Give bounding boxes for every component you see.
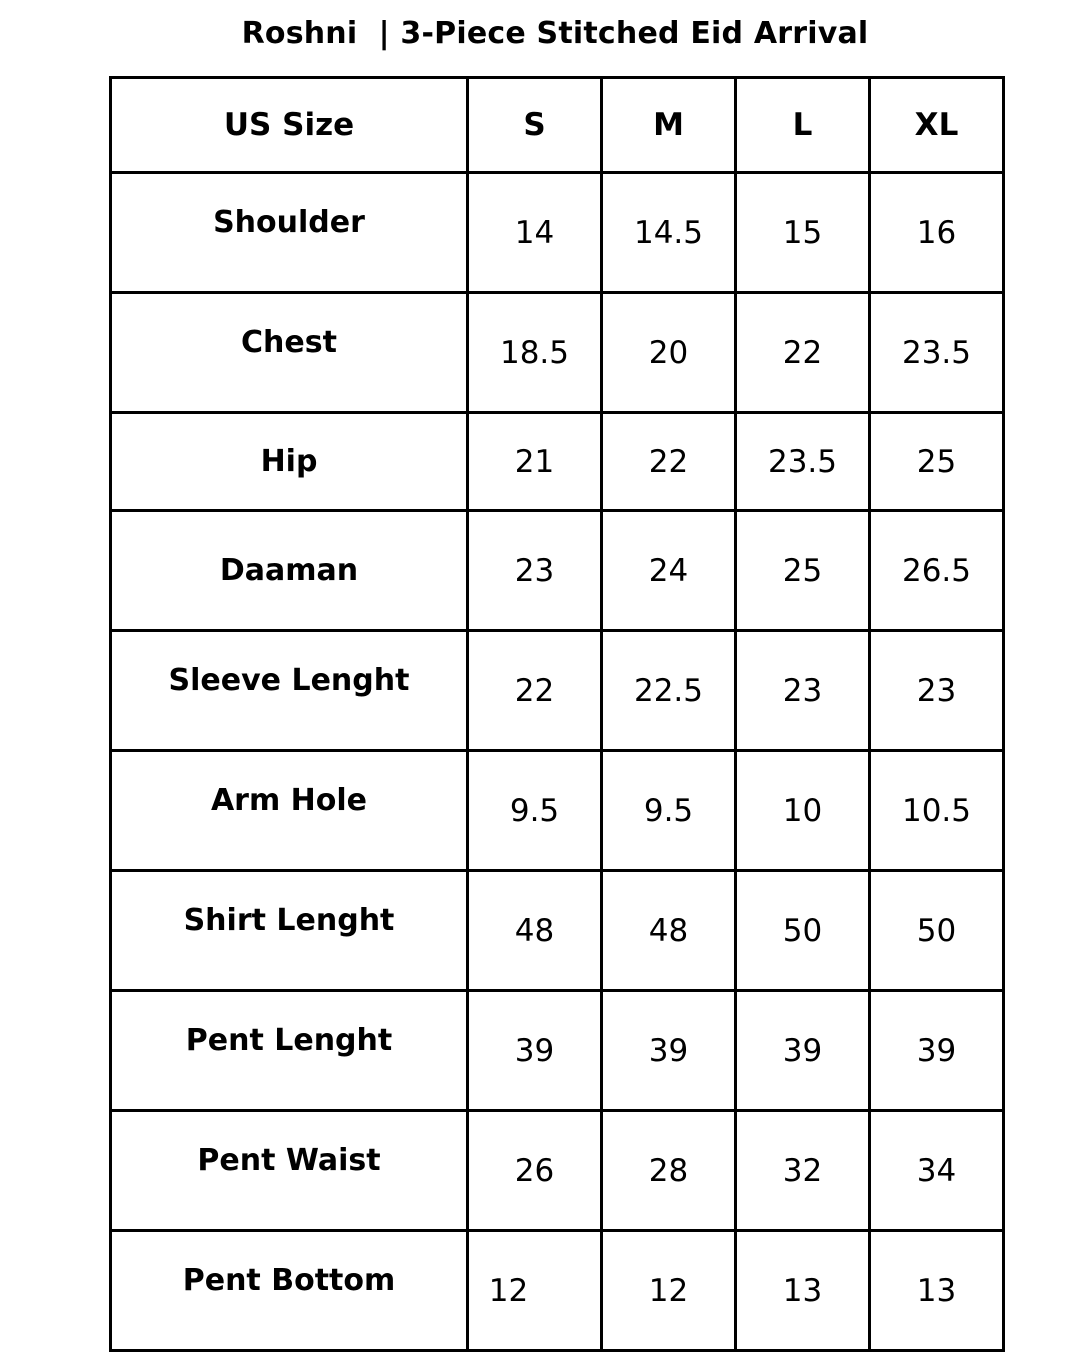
row-label-text: Daaman: [219, 553, 359, 588]
table-row: [111, 511, 1004, 631]
measurement-value: 39: [916, 1032, 957, 1069]
measurement-value: 23: [916, 672, 957, 709]
measurement-value: 32: [782, 1152, 823, 1189]
measurement-value: 22: [648, 443, 689, 480]
measurement-cell: [870, 871, 1004, 991]
measurement-cell: [602, 413, 736, 511]
measurement-value: 12: [488, 1272, 529, 1309]
row-label-text: Shoulder: [213, 205, 365, 240]
measurement-cell: [870, 991, 1004, 1111]
measurement-cell: [736, 293, 870, 413]
row-label-text: Sleeve Lenght: [168, 663, 410, 698]
row-label-text: Chest: [241, 325, 337, 360]
measurement-value: 22.5: [633, 672, 704, 709]
measurement-cell: [736, 173, 870, 293]
table-row: [111, 991, 1004, 1111]
measurement-value: 14: [514, 214, 555, 251]
measurement-value: 26.5: [901, 552, 972, 589]
measurement-value: 23: [514, 552, 555, 589]
measurement-cell: [468, 293, 602, 413]
measurement-value: 28: [648, 1152, 689, 1189]
measurement-value: 16: [916, 214, 957, 251]
measurement-cell: [736, 413, 870, 511]
measurement-value: 15: [782, 214, 823, 251]
table-body: [111, 173, 1004, 1351]
measurement-cell: [602, 511, 736, 631]
column-header-l: L: [736, 78, 870, 173]
table-row: [111, 1111, 1004, 1231]
measurement-cell: [602, 173, 736, 293]
measurement-cell: [736, 631, 870, 751]
row-label-text: Hip: [260, 444, 318, 479]
table-row: [111, 293, 1004, 413]
measurement-cell: [468, 991, 602, 1111]
table-row: [111, 1231, 1004, 1351]
measurement-cell: [602, 1111, 736, 1231]
measurement-value: 39: [514, 1032, 555, 1069]
measurement-cell: [870, 1111, 1004, 1231]
measurement-cell: [468, 1111, 602, 1231]
measurement-cell: [602, 1231, 736, 1351]
measurement-value: 22: [514, 672, 555, 709]
measurement-cell: [602, 991, 736, 1111]
column-header-xl: XL: [870, 78, 1004, 173]
table-header-row: [111, 78, 1004, 173]
measurement-cell: [736, 751, 870, 871]
measurement-value: 25: [782, 552, 823, 589]
measurement-value: 23: [782, 672, 823, 709]
row-label: [111, 631, 468, 751]
measurement-value: 23.5: [767, 443, 838, 480]
measurement-cell: [602, 293, 736, 413]
measurement-value: 50: [916, 912, 957, 949]
measurement-cell: [468, 511, 602, 631]
measurement-cell: [736, 1231, 870, 1351]
measurement-cell: [870, 1231, 1004, 1351]
measurement-value: 10: [782, 792, 823, 829]
table-row: [111, 173, 1004, 293]
measurement-cell: [736, 871, 870, 991]
measurement-value: 34: [916, 1152, 957, 1189]
measurement-cell: [870, 751, 1004, 871]
measurement-value: 14.5: [633, 214, 704, 251]
measurement-value: 12: [648, 1272, 689, 1309]
measurement-cell: [468, 751, 602, 871]
measurement-cell: [602, 871, 736, 991]
row-label-text: Pent Lenght: [185, 1023, 393, 1058]
row-label: [111, 991, 468, 1111]
row-label: [111, 413, 468, 511]
column-header-us-size: US Size: [111, 78, 468, 173]
measurement-cell: [870, 511, 1004, 631]
row-label: [111, 511, 468, 631]
measurement-cell: [602, 631, 736, 751]
measurement-value: 25: [916, 443, 957, 480]
column-header-m: M: [602, 78, 736, 173]
measurement-value: 18.5: [499, 334, 570, 371]
measurement-value: 22: [782, 334, 823, 371]
row-label-text: Pent Waist: [197, 1143, 381, 1178]
measurement-cell: [736, 1111, 870, 1231]
measurement-value: 26: [514, 1152, 555, 1189]
measurement-cell: [736, 991, 870, 1111]
measurement-value: 10.5: [901, 792, 972, 829]
row-label-text: Arm Hole: [210, 783, 368, 818]
measurement-cell: [468, 1231, 602, 1351]
measurement-value: 39: [782, 1032, 823, 1069]
table-row: [111, 751, 1004, 871]
table-row: [111, 871, 1004, 991]
row-label: [111, 751, 468, 871]
row-label: [111, 871, 468, 991]
measurement-value: 21: [514, 443, 555, 480]
measurement-cell: [468, 871, 602, 991]
measurement-cell: [468, 413, 602, 511]
measurement-value: 13: [782, 1272, 823, 1309]
measurement-cell: [602, 751, 736, 871]
measurement-cell: [870, 173, 1004, 293]
column-header-s: S: [468, 78, 602, 173]
measurement-value: 48: [514, 912, 555, 949]
measurement-cell: [870, 631, 1004, 751]
row-label-text: Pent Bottom: [182, 1263, 396, 1298]
page-title: Roshni | 3-Piece Stitched Eid Arrival: [241, 16, 869, 51]
row-label-text: Shirt Lenght: [183, 903, 395, 938]
measurement-cell: [870, 413, 1004, 511]
measurement-value: 48: [648, 912, 689, 949]
measurement-value: 9.5: [509, 792, 560, 829]
measurement-value: 50: [782, 912, 823, 949]
measurement-cell: [468, 631, 602, 751]
measurement-value: 20: [648, 334, 689, 371]
row-label: [111, 1231, 468, 1351]
table-row: [111, 631, 1004, 751]
measurement-value: 9.5: [643, 792, 694, 829]
table-row: [111, 413, 1004, 511]
measurement-value: 23.5: [901, 334, 972, 371]
measurement-value: 39: [648, 1032, 689, 1069]
measurement-cell: [870, 293, 1004, 413]
size-chart-table: [109, 76, 1005, 1352]
measurement-cell: [736, 511, 870, 631]
measurement-value: 13: [916, 1272, 957, 1309]
row-label: [111, 1111, 468, 1231]
measurement-value: 24: [648, 552, 689, 589]
measurement-cell: [468, 173, 602, 293]
row-label: [111, 173, 468, 293]
row-label: [111, 293, 468, 413]
